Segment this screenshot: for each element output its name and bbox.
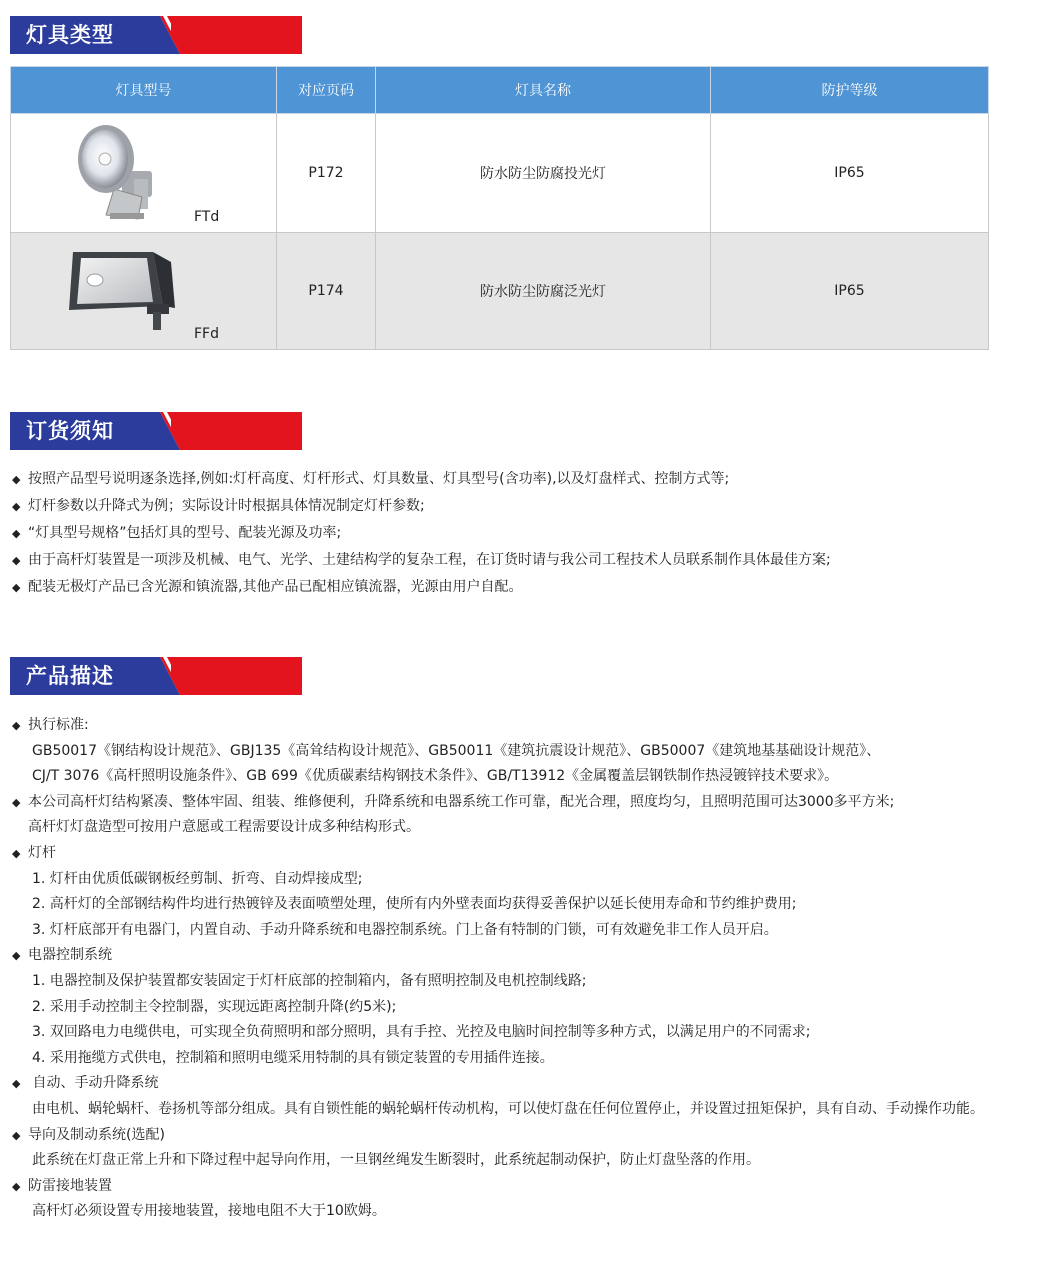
grade-cell: IP65 [711,233,989,350]
ground-text: 高杆灯必须设置专用接地装置，接地电阻不大于10欧姆。 [32,1203,386,1220]
grade-cell: IP65 [711,114,989,233]
elec-item: 4. 采用拖缆方式供电，控制箱和照明电缆采用特制的具有锁定装置的专用插件连接。 [32,1049,554,1066]
lamp-model: FTd [194,209,220,225]
name-cell: 防水防尘防腐泛光灯 [376,233,711,350]
list-item: ◆ 灯杆参数以升降式为例；实际设计时根据具体情况制定灯杆参数; [12,493,831,520]
ground-heading: ◆ 防雷接地装置 [12,1174,1012,1200]
page-cell: P174 [277,233,376,350]
section-title: 灯具类型 [26,23,114,47]
bullet-icon: ◆ [12,1077,21,1091]
header-grade: 防护等级 [711,67,989,114]
list-item: ◆ “灯具型号规格”包括灯具的型号、配装光源及功率; [12,520,831,547]
elec-item: 3. 双回路电力电缆供电，可实现全负荷照明和部分照明，具有手控、光控及电脑时间控制等多种方式，以满足用户的不同需求; [32,1024,811,1041]
product-description [12,713,1012,1225]
pole-item: 2. 高杆灯的全部钢结构件均进行热镀锌及表面喷塑处理，使所有内外壁表面均获得妥善保护以延长使用寿命和节约维护费用; [32,896,797,913]
elec-heading: ◆ 电器控制系统 [12,943,1012,969]
standards-heading: ◆ 执行标准: [12,713,1012,739]
bullet-icon: ◆ [12,554,21,567]
name-cell: 防水防尘防腐投光灯 [376,114,711,233]
section-header-ordering [10,412,302,450]
lamp-table [10,66,989,350]
section-title: 产品描述 [26,664,114,688]
header-name: 灯具名称 [376,67,711,114]
header-page: 对应页码 [277,67,376,114]
company-heading: ◆ 本公司高杆灯结构紧凑、整体牢固、组装、维修便利，升降系统和电器系统工作可靠，配光合理，照度均匀，且照明范围可达3000多平方米; [12,790,1012,816]
model-cell [11,233,277,350]
lift-text: 由电机、蜗轮蜗杆、卷扬机等部分组成。具有自锁性能的蜗轮蜗杆传动机构，可以使灯盘在任何位置停止，并设置过扭矩保护，具有自动、手动操作功能。 [32,1100,984,1117]
elec-item: 2. 采用手动控制主令控制器，实现远距离控制升降(约5米); [32,998,397,1015]
section-header-description [10,657,302,695]
bullet-icon: ◆ [12,527,21,540]
lift-heading: ◆ 自动、手动升降系统 [12,1071,1012,1097]
header-model: 灯具型号 [11,67,277,114]
company-line: 高杆灯灯盘造型可按用户意愿或工程需要设计成多种结构形式。 [28,819,420,836]
pole-heading: ◆ 灯杆 [12,841,1012,867]
bullet-icon: ◆ [12,1128,21,1142]
floodlight-square-icon [67,244,177,340]
standards-line: CJ/T 3076《高杆照明设施条件》、GB 699《优质碳素结构钢技术条件》、GB/T13912《金属覆盖层钢铁制作热浸镀锌技术要求》。 [32,768,839,785]
floodlight-round-icon [72,119,162,229]
section-title: 订货须知 [26,419,114,443]
pole-item: 1. 灯杆由优质低碳钢板经剪制、折弯、自动焊接成型; [32,870,363,887]
bullet-icon: ◆ [12,949,21,963]
guide-text: 此系统在灯盘正常上升和下降过程中起导向作用，一旦钢丝绳发生断裂时，此系统起制动保护，防止灯盘坠落的作用。 [32,1152,760,1169]
table-row [11,114,989,233]
guide-heading: ◆ 导向及制动系统(选配) [12,1123,1012,1149]
list-item: ◆ 由于高杆灯装置是一项涉及机械、电气、光学、土建结构学的复杂工程，在订货时请与我公司工程技术人员联系制作具体最佳方案; [12,547,831,574]
bullet-icon: ◆ [12,795,21,809]
section-header-lamp-types [10,16,302,54]
bullet-icon: ◆ [12,473,21,486]
table-header-row [11,67,989,114]
bullet-icon: ◆ [12,846,21,860]
model-cell [11,114,277,233]
pole-item: 3. 灯杆底部开有电器门，内置自动、手动升降系统和电器控制系统。门上备有特制的门锁，可有效避免非工作人员开启。 [32,921,778,938]
standards-line: GB50017《钢结构设计规范》、GBJ135《高耸结构设计规范》、GB50011《建筑抗震设计规范》、GB50007《建筑地基基础设计规范》、 [32,742,881,759]
bullet-icon: ◆ [12,1179,21,1193]
bullet-icon: ◆ [12,581,21,594]
lamp-model: FFd [194,326,219,342]
table-row [11,233,989,350]
bullet-icon: ◆ [12,500,21,513]
list-item: ◆ 按照产品型号说明逐条选择,例如:灯杆高度、灯杆形式、灯具数量、灯具型号(含功率),以及灯盘样式、控制方式等; [12,466,831,493]
bullet-icon: ◆ [12,719,21,732]
elec-item: 1. 电器控制及保护装置都安装固定于灯杆底部的控制箱内，备有照明控制及电机控制线路; [32,972,587,989]
page-cell: P172 [277,114,376,233]
ordering-notes [12,466,831,601]
list-item: ◆ 配装无极灯产品已含光源和镇流器,其他产品已配相应镇流器，光源由用户自配。 [12,574,831,601]
